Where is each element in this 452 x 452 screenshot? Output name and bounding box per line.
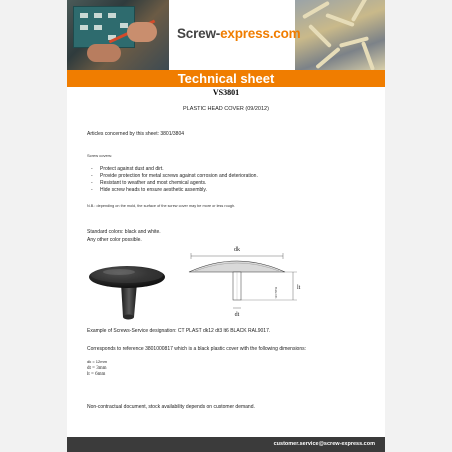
technical-sheet-title: Technical sheet bbox=[67, 70, 385, 87]
list-item: - Hide screw heads to ensure aesthetic assembly. bbox=[91, 187, 207, 193]
screw-cover-photo bbox=[87, 255, 171, 321]
logo-text-part2: express.com bbox=[220, 26, 301, 41]
screws-pile-photo bbox=[295, 0, 385, 70]
dimension-label-dt: dt bbox=[234, 312, 240, 318]
header-banner bbox=[67, 0, 385, 70]
dimension-lt: lt = 6mm bbox=[87, 372, 106, 377]
screw-express-logo[interactable] bbox=[177, 26, 300, 41]
product-subtitle: PLASTIC HEAD COVER (09/2012) bbox=[183, 106, 269, 112]
designation-example: Example of Screws-Service designation: CT PLAST dk12 dt3 lt6 BLACK RAL9017. bbox=[87, 328, 271, 334]
disclaimer: Non-contractual document, stock availability depends on customer demand. bbox=[87, 404, 255, 410]
hand-right bbox=[127, 22, 157, 42]
customer-service-email[interactable]: customer.service@screw-express.com bbox=[273, 441, 375, 447]
reference-correspondence: Corresponds to reference 3801000817 which is a black plastic cover with the following dimensions: bbox=[87, 346, 307, 352]
side-label: Bulle lifn bbox=[274, 287, 278, 299]
articles-concerned: Articles concerned by this sheet: 3801/3804 bbox=[87, 131, 185, 137]
logo-text-part1: Screw- bbox=[177, 26, 221, 41]
technical-sheet-page bbox=[67, 0, 385, 452]
colors-line: Standard colors: black and white. bbox=[87, 229, 161, 235]
standard-colors bbox=[87, 228, 161, 244]
surface-note: N.B.: depending on the mold, the surface of the screw cover may be more or less rough. bbox=[87, 204, 236, 208]
dimension-dt: dt = 3mm bbox=[87, 365, 107, 371]
dimension-dk: dk = 12mm bbox=[87, 359, 107, 364]
electronics-work-photo bbox=[67, 0, 169, 70]
list-item: - Protect against dust and dirt. bbox=[91, 166, 164, 172]
footer-bar bbox=[67, 437, 385, 452]
circuit-board bbox=[73, 6, 135, 48]
features-list bbox=[91, 166, 258, 194]
list-item: - Resistant to weather and most chemical agents. bbox=[91, 180, 207, 186]
hand-left bbox=[87, 44, 121, 62]
dimension-label-dk: dk bbox=[234, 247, 240, 253]
screw-covers-heading: Screw covers: bbox=[87, 153, 113, 158]
colors-line: Any other color possible. bbox=[87, 237, 142, 243]
list-item: - Provide protection for metal screws against corrosion and deterioration. bbox=[91, 173, 258, 179]
dimension-label-lt: lt bbox=[297, 285, 301, 291]
technical-drawing bbox=[185, 240, 303, 320]
product-reference: VS3801 bbox=[212, 88, 240, 97]
dimensions-list bbox=[87, 359, 107, 379]
